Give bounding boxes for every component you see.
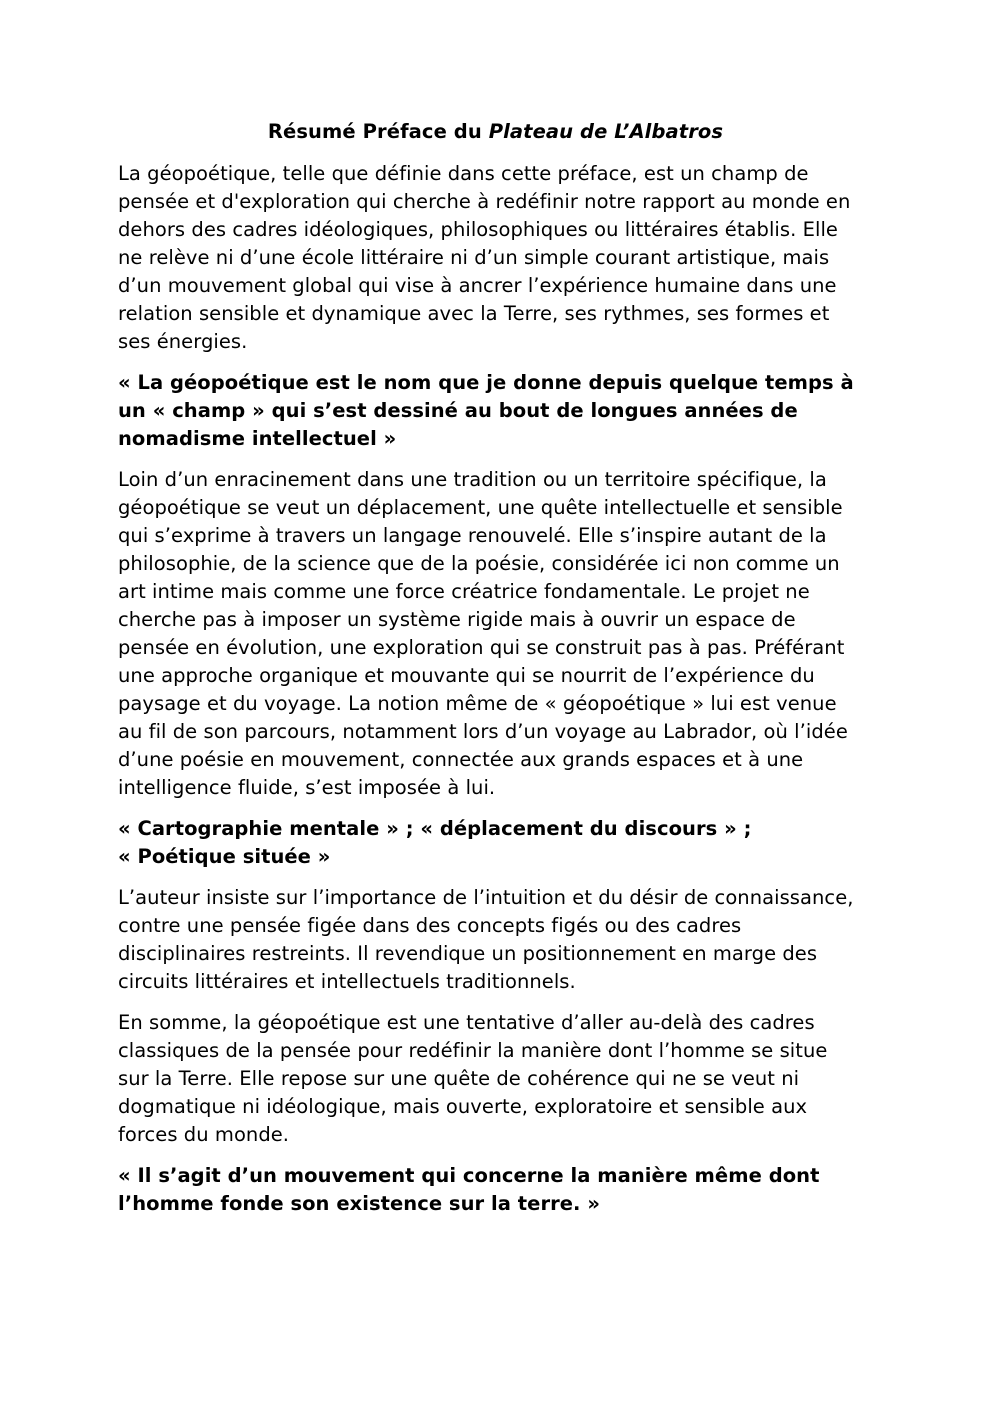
text-line: cherche pas à imposer un système rigide mais à ouvrir un espace de — [118, 608, 796, 631]
text-line: une approche organique et mouvante qui se nourrit de l’expérience du — [118, 664, 815, 687]
text-line: En somme, la géopoétique est une tentative d’aller au-delà des cadres — [118, 1011, 815, 1034]
text-line: d’un mouvement global qui vise à ancrer l’expérience humaine dans une — [118, 274, 837, 297]
text-line: forces du monde. — [118, 1123, 290, 1146]
text-line: dogmatique ni idéologique, mais ouverte, exploratoire et sensible aux — [118, 1095, 808, 1118]
document-title — [118, 118, 873, 146]
paragraph-deplacement — [118, 466, 873, 802]
text-line: ne relève ni d’une école littéraire ni d’un simple courant artistique, mais — [118, 246, 830, 269]
text-line: contre une pensée figée dans des concepts figés ou des cadres — [118, 914, 742, 937]
quote-line: « Cartographie mentale » ; « déplacement du discours » ; — [118, 817, 752, 840]
text-line: sur la Terre. Elle repose sur une quête de cohérence qui ne se veut ni — [118, 1067, 800, 1090]
text-line: pensée et d'exploration qui cherche à redéfinir notre rapport au monde en — [118, 190, 851, 213]
text-line: géopoétique se veut un déplacement, une quête intellectuelle et sensible — [118, 496, 843, 519]
quote-line: « Il s’agit d’un mouvement qui concerne la manière même dont — [118, 1164, 820, 1187]
quote-line: « La géopoétique est le nom que je donne depuis quelque temps à — [118, 371, 854, 394]
text-line: disciplinaires restreints. Il revendique un positionnement en marge des — [118, 942, 818, 965]
text-line: La géopoétique, telle que définie dans cette préface, est un champ de — [118, 162, 809, 185]
text-line: classiques de la pensée pour redéfinir la manière dont l’homme se situe — [118, 1039, 828, 1062]
text-line: qui s’exprime à travers un langage renouvelé. Elle s’inspire autant de la — [118, 524, 827, 547]
title-prefix: Résumé Préface du — [267, 120, 489, 143]
text-line: intelligence fluide, s’est imposée à lui. — [118, 776, 496, 799]
quote-line: « Poétique située » — [118, 845, 331, 868]
text-line: Loin d’un enracinement dans une tradition ou un territoire spécifique, la — [118, 468, 827, 491]
quote-geopoetique — [118, 369, 873, 453]
paragraph-conclusion — [118, 1009, 873, 1149]
text-line: ses énergies. — [118, 330, 248, 353]
quote-line: l’homme fonde son existence sur la terre. » — [118, 1192, 601, 1215]
quote-keywords — [118, 815, 873, 871]
text-line: circuits littéraires et intellectuels traditionnels. — [118, 970, 576, 993]
quote-existence — [118, 1162, 873, 1218]
text-line: dehors des cadres idéologiques, philosophiques ou littéraires établis. Elle — [118, 218, 838, 241]
text-line: d’une poésie en mouvement, connectée aux grands espaces et à une — [118, 748, 804, 771]
quote-line: nomadisme intellectuel » — [118, 427, 397, 450]
title-book-name: Plateau de L’Albatros — [488, 120, 724, 143]
text-line: L’auteur insiste sur l’importance de l’intuition et du désir de connaissance, — [118, 886, 854, 909]
text-line: relation sensible et dynamique avec la Terre, ses rythmes, ses formes et — [118, 302, 830, 325]
text-line: art intime mais comme une force créatrice fondamentale. Le projet ne — [118, 580, 810, 603]
text-line: pensée en évolution, une exploration qui se construit pas à pas. Préférant — [118, 636, 845, 659]
text-line: philosophie, de la science que de la poésie, considérée ici non comme un — [118, 552, 840, 575]
paragraph-intuition — [118, 884, 873, 996]
text-line: au fil de son parcours, notamment lors d’un voyage au Labrador, où l’idée — [118, 720, 848, 743]
text-line: paysage et du voyage. La notion même de « géopoétique » lui est venue — [118, 692, 837, 715]
document-page — [118, 118, 873, 1231]
paragraph-intro — [118, 160, 873, 356]
quote-line: un « champ » qui s’est dessiné au bout de longues années de — [118, 399, 798, 422]
